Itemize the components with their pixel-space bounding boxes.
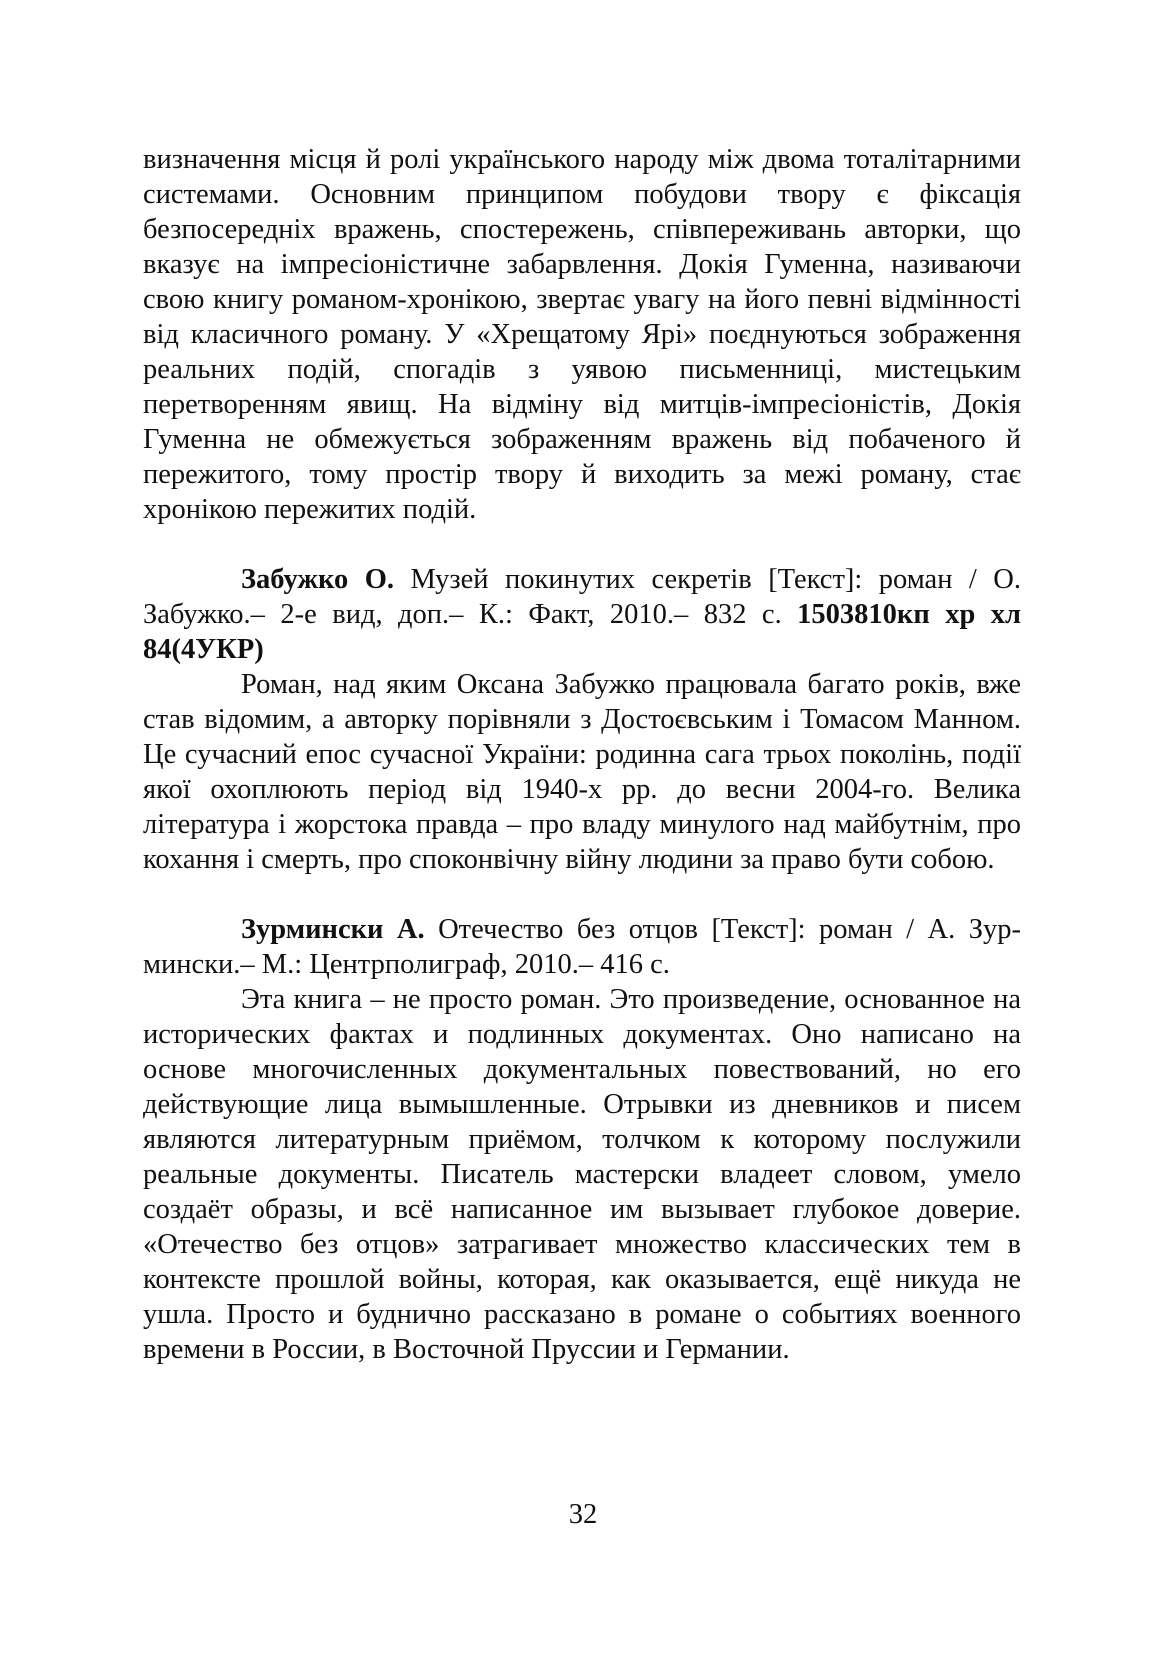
bibliography-entry-zurminski xyxy=(143,912,1021,1367)
page-number: 32 xyxy=(568,1499,598,1530)
page-body xyxy=(143,142,1021,1367)
entry-annotation: Эта книга – не просто роман. Это произведение, основанное на исторических фактах и подлинных документах. Оно написано на основе многочисленных документальных повествований, но его действующие лица вымышленные. Отрывки из дневников и писем являются литературным приёмом, толчком к которому послужили реальные документы. Писатель мастерски владеет словом, умело создаёт образы, и всё написанное им вызывает глубокое доверие. «Отечество без отцов» затрагивает множество классических тем в контексте прошлой войны, которая, как оказывается, ещё никуда не ушла. Просто и буднично рассказано в романе о событиях военного времени в России, в Восточной Пруссии и Германии. xyxy=(143,984,1021,1365)
entry-author: Зурмински А. xyxy=(241,914,425,945)
entry-author: Забужко О. xyxy=(241,564,395,595)
intro-paragraph: визначення місця й ролі українського народу між двома тоталітарними системами. Основним принципом побудови твору є фіксація безпосередніх вражень, спостережень, співпереживань авторки, що вказує на імпресіоністичне забарвлення. Докія Гуменна, називаючи свою книгу романом-хронікою, звертає увагу на його певні відмінності від класичного роману. У «Хрещатому Ярі» поєднуються зображення реальних подій, спогадів з уявою письменниці, мистецьким перетворенням явищ. На відміну від митців-імпресіоністів, Докія Гуменна не обмежується зображенням вражень від побаченого й пережитого, тому простір твору й виходить за межі роману, стає хронікою пережитих подій. xyxy=(143,144,1021,525)
entry-citation-text: Отечество без отцов [Текст]: роман / А. Зурмински.– М.: Центрполиграф, 2010.– 416 с. xyxy=(143,914,1022,980)
entry-citation xyxy=(143,912,1021,982)
entry-shelfmark: 1503810кп хр хл 84(4УКР) xyxy=(143,599,1021,665)
entry-annotation: Роман, над яким Оксана Забужко працювала багато років, вже став відомим, а авторку порівняли з Достоєвським і Томасом Манном. Це сучасний епос сучасної України: родинна сага трьох поколінь, події якої охоплюють період від 1940-х рр. до весни 2004-го. Велика література і жорстока правда – про владу минулого над майбутнім, про кохання і смерть, про споконвічну війну людини за право бути собою. xyxy=(143,669,1021,875)
entry-citation xyxy=(143,562,1021,667)
bibliography-entry-zabuzhko xyxy=(143,562,1021,877)
entry-citation-text: Музей покинутих секретів [Текст]: роман / О. Забужко.– 2-е вид, доп.– К.: Факт, 2010.– 832 с. xyxy=(143,564,1021,630)
